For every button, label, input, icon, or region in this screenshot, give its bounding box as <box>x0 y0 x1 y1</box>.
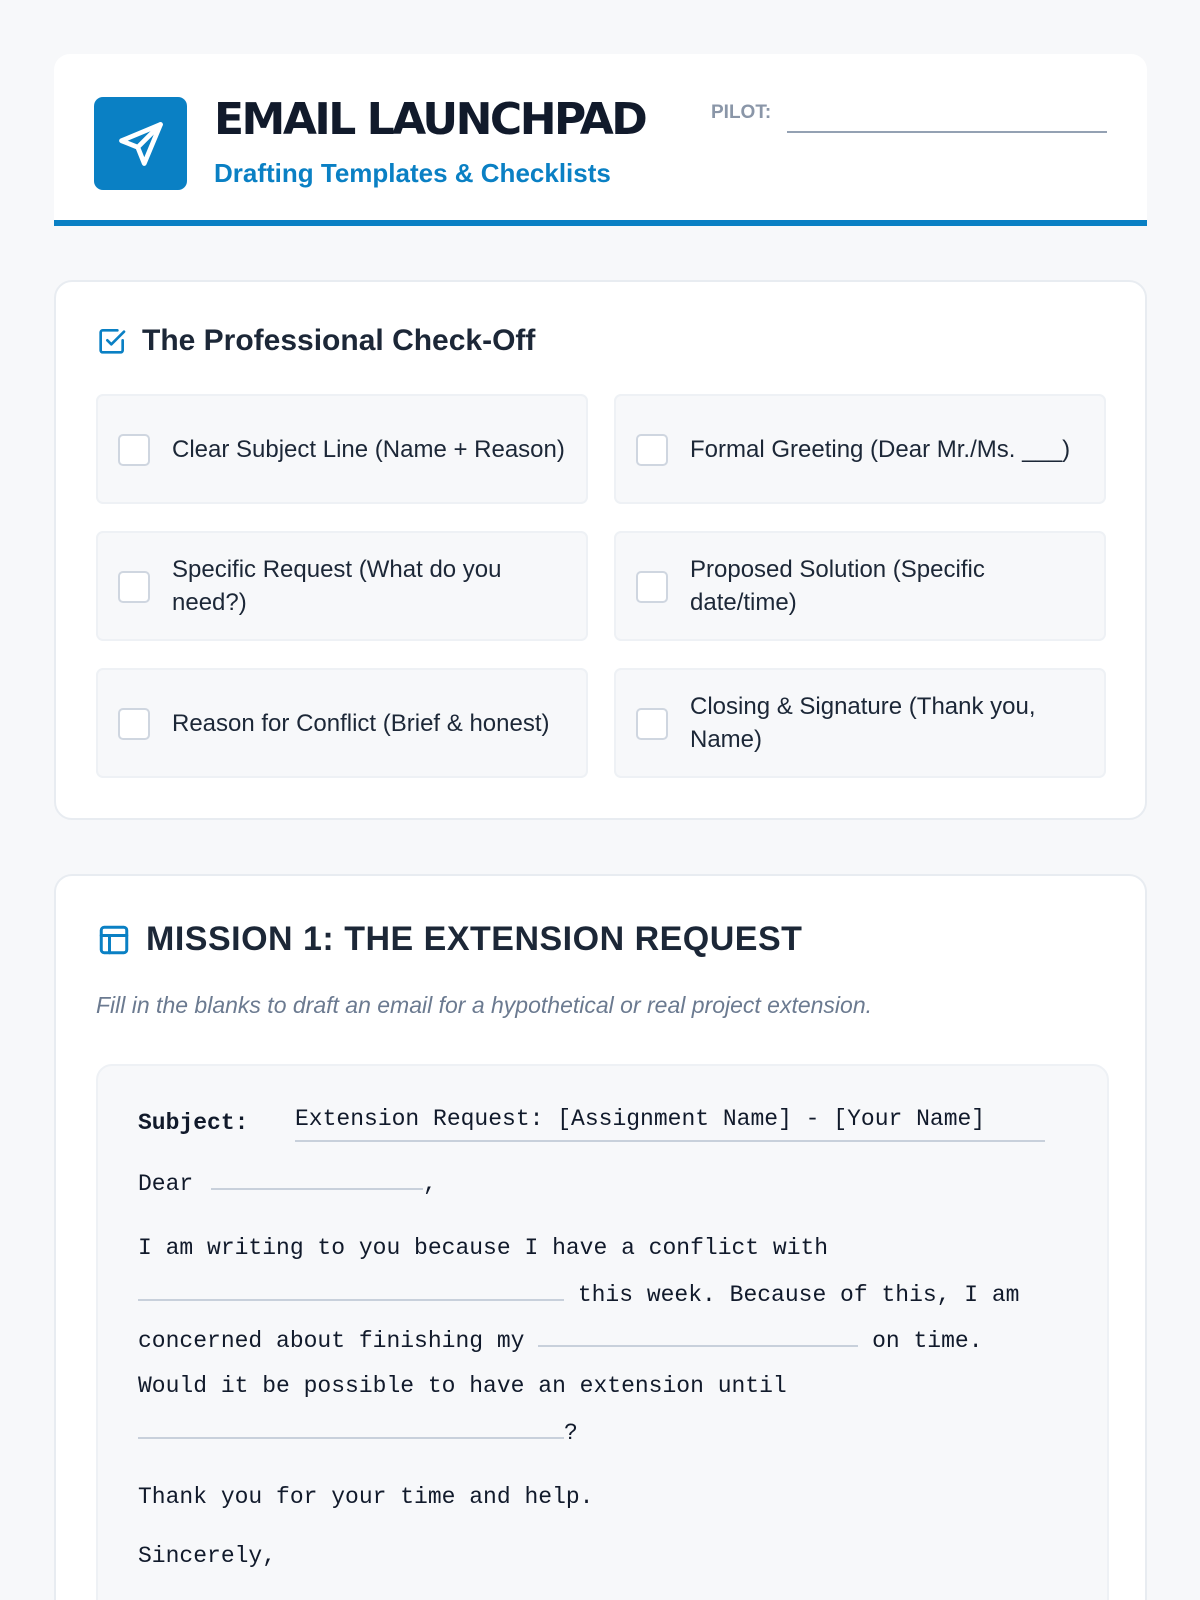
checkbox[interactable] <box>636 434 668 466</box>
greeting-text: Dear <box>138 1171 194 1197</box>
checklist-card <box>54 280 1147 820</box>
greeting-comma: , <box>423 1171 437 1197</box>
header <box>54 54 1147 226</box>
body-line-3-text: concerned about finishing my <box>138 1328 525 1354</box>
page-title: EMAIL LAUNCHPAD <box>214 94 646 145</box>
recipient-blank[interactable] <box>211 1170 423 1190</box>
question-mark: ? <box>564 1420 578 1446</box>
checklist-item-label: Specific Request (What do you need?) <box>172 556 502 616</box>
checklist-item-label: Reason for Conflict (Brief & honest) <box>172 709 550 737</box>
body-line-2-text: this week. Because of this, I am <box>577 1282 1020 1308</box>
checkbox[interactable] <box>118 434 150 466</box>
checklist-item[interactable] <box>96 394 588 504</box>
mission-title: MISSION 1: THE EXTENSION REQUEST <box>146 920 803 958</box>
checklist-item[interactable] <box>614 394 1106 504</box>
logo <box>94 97 187 190</box>
assignment-blank[interactable] <box>538 1327 858 1347</box>
checklist-item[interactable] <box>96 531 588 641</box>
checkbox-icon <box>96 325 128 357</box>
body-line-3 <box>138 1327 983 1354</box>
body-line-5 <box>138 1419 578 1446</box>
checkbox[interactable] <box>636 571 668 603</box>
checklist-item[interactable] <box>614 531 1106 641</box>
subject-field[interactable]: Extension Request: [Assignment Name] - [Your Name] <box>295 1106 1045 1142</box>
checklist-item-label: Formal Greeting (Dear Mr./Ms. ___) <box>690 435 1071 463</box>
checklist-title: The Professional Check-Off <box>142 324 536 357</box>
paper-plane-icon <box>115 118 167 170</box>
thanks-line: Thank you for your time and help. <box>138 1484 594 1510</box>
body-line-1: I am writing to you because I have a conflict with <box>138 1235 829 1261</box>
mission-heading <box>96 920 802 959</box>
pilot-label: PILOT: <box>711 102 772 123</box>
checklist-item[interactable] <box>614 668 1106 778</box>
body-line-4: Would it be possible to have an extension until <box>138 1373 787 1399</box>
checklist-item-label: Clear Subject Line (Name + Reason) <box>172 435 565 463</box>
layout-icon <box>96 922 132 958</box>
email-template <box>96 1064 1109 1600</box>
date-blank[interactable] <box>138 1419 564 1439</box>
pilot-name-field[interactable] <box>787 131 1107 133</box>
body-line-2 <box>138 1281 1019 1308</box>
closing-line: Sincerely, <box>138 1543 277 1569</box>
checklist-item[interactable] <box>96 668 588 778</box>
checklist-heading <box>96 324 535 358</box>
mission-description: Fill in the blanks to draft an email for a hypothetical or real project extension. <box>96 992 873 1018</box>
checkbox[interactable] <box>118 571 150 603</box>
body-line-3-end: on time. <box>872 1328 983 1354</box>
conflict-blank[interactable] <box>138 1281 564 1301</box>
subject-label: Subject: <box>138 1110 249 1136</box>
page-subtitle: Drafting Templates & Checklists <box>214 158 611 188</box>
greeting-line <box>138 1170 437 1197</box>
mission-card <box>54 874 1147 1600</box>
checklist-item-label: Closing & Signature (Thank you, Name) <box>690 693 1036 753</box>
checkbox[interactable] <box>636 708 668 740</box>
checklist-item-label: Proposed Solution (Specific date/time) <box>690 556 985 616</box>
checkbox[interactable] <box>118 708 150 740</box>
